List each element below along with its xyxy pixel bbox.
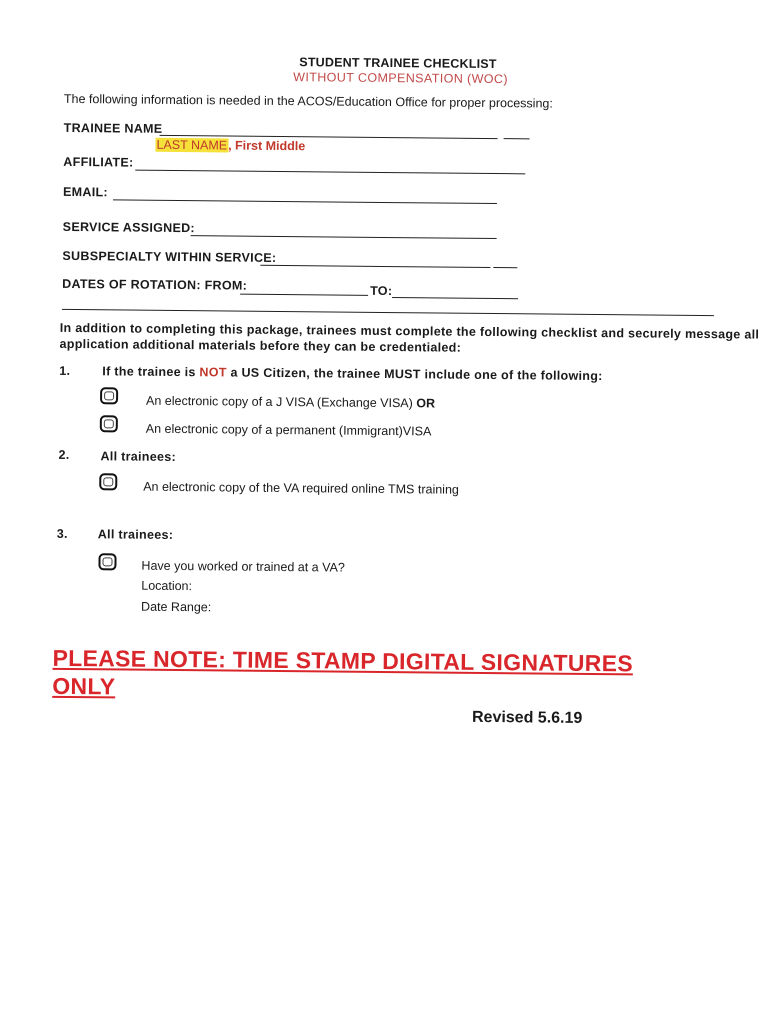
j-visa-checkbox[interactable] — [100, 387, 118, 404]
last-name-highlight: LAST NAME — [156, 137, 228, 153]
dates-from-field[interactable] — [240, 294, 368, 296]
time-stamp-note-line2: ONLY — [52, 672, 116, 700]
item-1-number: 1. — [59, 363, 71, 378]
location-label: Location: — [141, 578, 193, 594]
instructions-line2: application additional materials before they can be credentialed: — [59, 336, 462, 355]
intro-text: The following information is needed in the ACOS/Education Office for proper processing: — [63, 91, 553, 111]
item-2-heading: All trainees: — [100, 449, 177, 464]
subspecialty-label: SUBSPECIALTY WITHIN SERVICE: — [62, 248, 277, 265]
dates-to-label: TO: — [370, 283, 393, 299]
service-assigned-label: SERVICE ASSIGNED: — [62, 219, 196, 236]
email-label: EMAIL: — [62, 184, 108, 200]
trainee-name-suffix-field[interactable] — [504, 138, 530, 139]
dates-to-field[interactable] — [392, 297, 518, 299]
trainee-name-hint — [155, 138, 305, 153]
permanent-visa-option: An electronic copy of a permanent (Immigrant)VISA — [145, 421, 432, 439]
tms-training-option: An electronic copy of the VA required online TMS training — [143, 479, 459, 497]
instructions-line1: In addition to completing this package, trainees must complete the following checklist and securely message all — [59, 320, 760, 342]
trainee-name-label: TRAINEE NAME — [63, 120, 163, 136]
section-divider — [62, 309, 714, 316]
first-middle-hint: , First Middle — [228, 138, 306, 154]
item-1-heading — [102, 364, 602, 383]
revised-date: Revised 5.6.19 — [471, 708, 583, 727]
form-title: STUDENT TRAINEE CHECKLIST — [299, 55, 497, 72]
item-1-heading-end: a US Citizen, the trainee MUST include one of the following: — [226, 365, 603, 384]
item-2-number: 2. — [58, 447, 70, 462]
service-assigned-field[interactable] — [191, 235, 497, 239]
permanent-visa-checkbox[interactable] — [100, 415, 118, 432]
item-3-number: 3. — [56, 526, 68, 541]
j-visa-option — [146, 394, 435, 411]
worked-at-va-checkbox[interactable] — [98, 553, 116, 570]
tms-training-checkbox[interactable] — [99, 473, 117, 490]
j-visa-or-text: OR — [412, 396, 436, 411]
subspecialty-suffix-field[interactable] — [493, 267, 517, 268]
date-range-label: Date Range: — [141, 599, 212, 615]
form-subtitle: WITHOUT COMPENSATION (WOC) — [293, 70, 509, 87]
email-field[interactable] — [113, 199, 497, 204]
time-stamp-note-line1: PLEASE NOTE: TIME STAMP DIGITAL SIGNATURES — [52, 644, 634, 677]
item-1-heading-start: If the trainee is — [102, 364, 200, 380]
dates-from-label: DATES OF ROTATION: FROM: — [62, 276, 248, 293]
affiliate-field[interactable] — [135, 170, 525, 175]
j-visa-option-text: An electronic copy of a J VISA (Exchange VISA) — [145, 393, 413, 411]
subspecialty-field[interactable] — [260, 265, 490, 268]
item-1-not-emphasis: NOT — [199, 365, 227, 380]
worked-at-va-question: Have you worked or trained at a VA? — [141, 558, 345, 575]
item-3-heading: All trainees: — [97, 527, 174, 542]
affiliate-label: AFFILIATE: — [63, 154, 134, 170]
